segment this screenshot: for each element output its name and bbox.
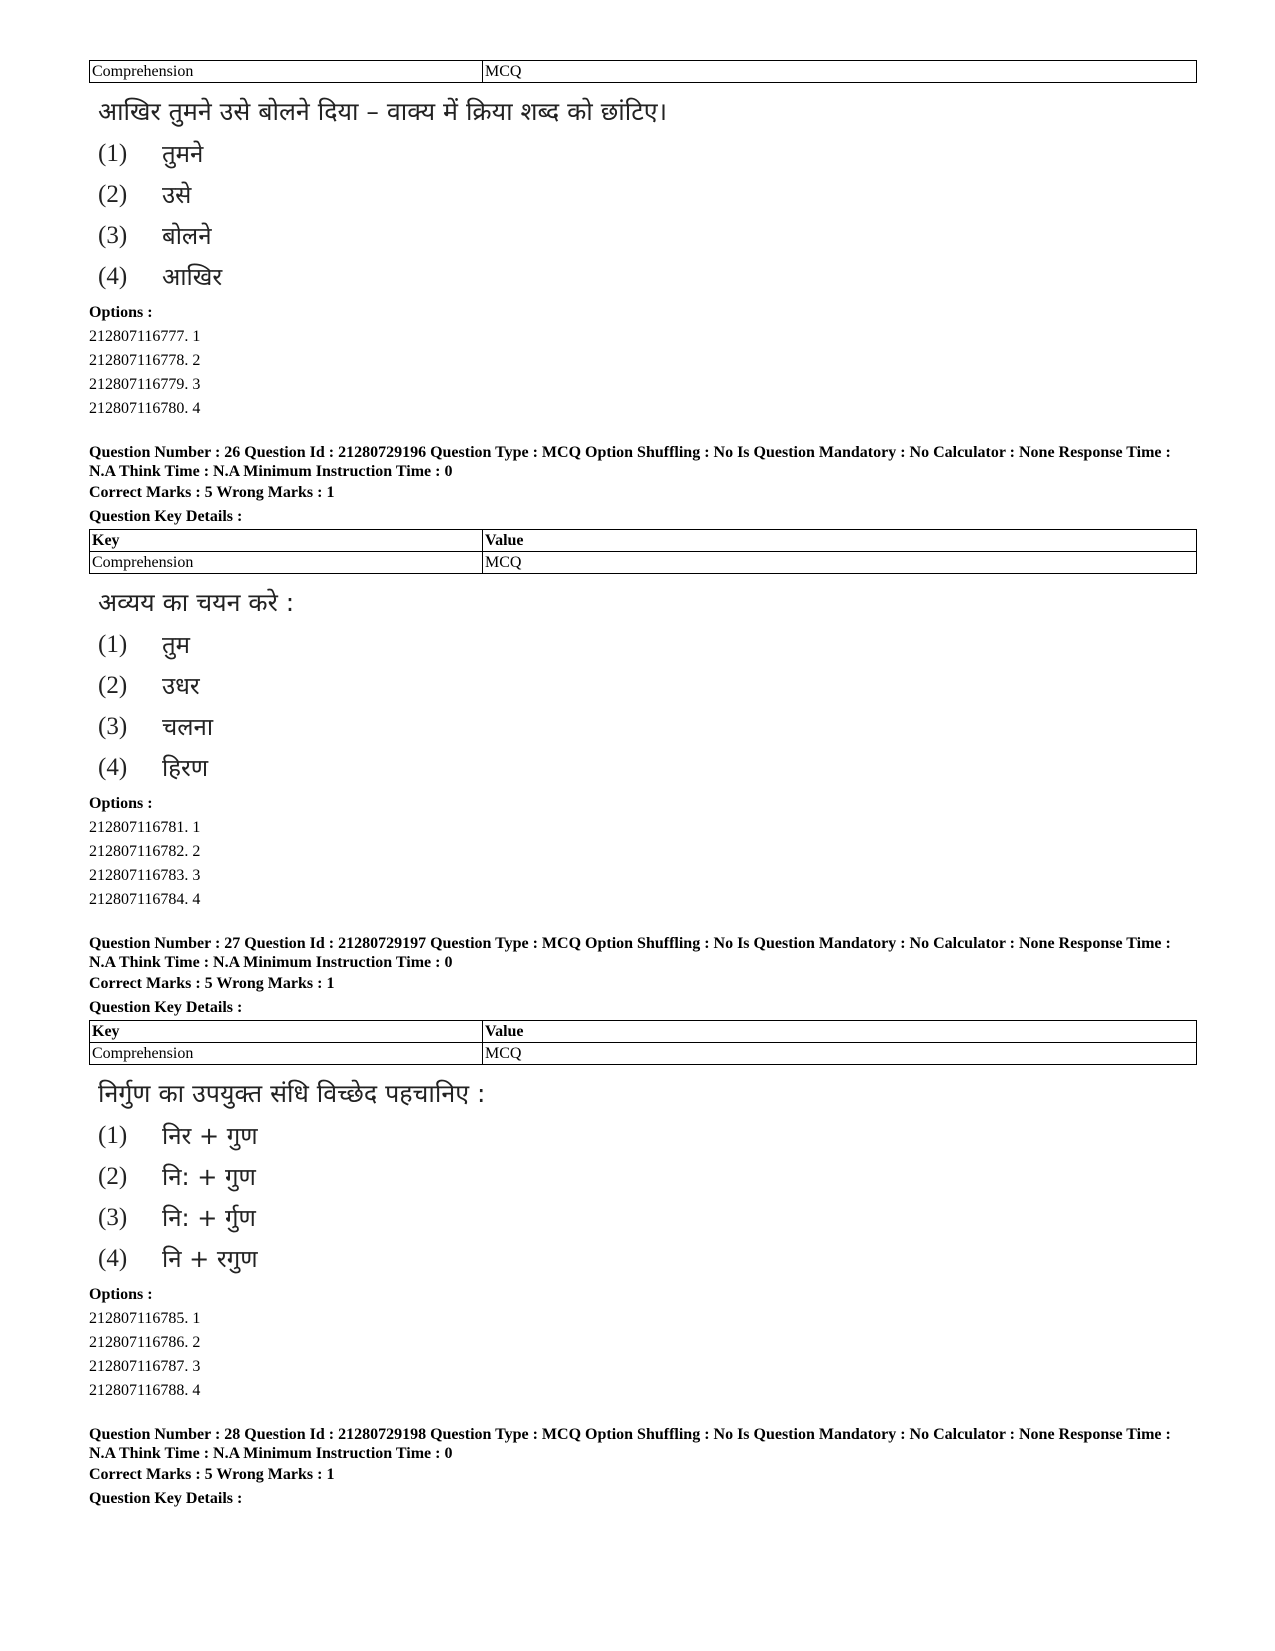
question-key-table: [89, 529, 1197, 574]
key-cell: Comprehension: [90, 1043, 483, 1065]
table-header-row: [90, 530, 1197, 552]
choice-text: उसे: [162, 181, 192, 209]
value-header: Value: [483, 530, 1197, 552]
option-id: 212807116777. 1: [89, 328, 201, 345]
key-header: Key: [90, 530, 483, 552]
key-details-label: Question Key Details :: [89, 1490, 243, 1507]
choice-number: (4): [98, 1244, 128, 1272]
value-header: Value: [483, 1021, 1197, 1043]
question-key-table: [89, 1020, 1197, 1065]
choice-text: आखिर: [162, 263, 223, 291]
option-id: 212807116783. 3: [89, 867, 201, 884]
question-meta: Question Number : 28 Question Id : 21280729198 Question Type : MCQ Option Shuffling : No Is Question Mandatory : No Calculator : None Response Time : N.A Think Time : N.A Minimum Instruction Time : 0: [89, 1426, 1171, 1462]
question-25: [89, 91, 1199, 421]
marks-line: Correct Marks : 5 Wrong Marks : 1: [89, 975, 335, 992]
table-header-row: [90, 1021, 1197, 1043]
choice-number: (2): [98, 671, 128, 699]
option-id: 212807116786. 2: [89, 1334, 201, 1351]
value-cell: MCQ: [483, 552, 1197, 574]
option-id: 212807116778. 2: [89, 352, 201, 369]
question-text: आखिर तुमने उसे बोलने दिया – वाक्य में क्रिया शब्द को छांटिए।: [98, 97, 668, 126]
options-label: Options :: [89, 795, 153, 812]
choice-number: (3): [98, 712, 128, 740]
answer-choice: [89, 1156, 1199, 1197]
option-id: 212807116782. 2: [89, 843, 201, 860]
option-id: 212807116787. 3: [89, 1358, 201, 1375]
option-id: 212807116781. 1: [89, 819, 201, 836]
choice-text: तुम: [162, 631, 191, 659]
answer-choice: [89, 174, 1199, 215]
marks-line: Correct Marks : 5 Wrong Marks : 1: [89, 484, 335, 501]
choice-text: हिरण: [162, 754, 209, 782]
answer-choice: [89, 215, 1199, 256]
answer-choice: [89, 1197, 1199, 1238]
choice-text: तुमने: [162, 140, 204, 168]
table-row: [90, 1043, 1197, 1065]
choice-text: निर + गुण: [162, 1122, 258, 1150]
table-row: [90, 61, 1197, 83]
answer-choices: [89, 133, 1199, 297]
choice-text: नि: + गुण: [162, 1163, 256, 1191]
key-cell: Comprehension: [90, 61, 483, 83]
question-25-key-table: [89, 60, 1197, 83]
key-details-label: Question Key Details :: [89, 508, 243, 525]
answer-choices: [89, 1115, 1199, 1279]
choice-number: (4): [98, 262, 128, 290]
choice-text: चलना: [162, 713, 214, 741]
choice-number: (4): [98, 753, 128, 781]
choice-text: उधर: [162, 672, 200, 700]
answer-choice: [89, 665, 1199, 706]
choice-number: (2): [98, 1162, 128, 1190]
answer-choice: [89, 133, 1199, 174]
answer-choice: [89, 1238, 1199, 1279]
answer-choice: [89, 256, 1199, 297]
question-28: [89, 1425, 1199, 1511]
table-row: [90, 552, 1197, 574]
answer-choice: [89, 747, 1199, 788]
value-cell: MCQ: [483, 61, 1197, 83]
option-id: 212807116779. 3: [89, 376, 201, 393]
choice-text: नि + रगुण: [162, 1245, 258, 1273]
options-label: Options :: [89, 1286, 153, 1303]
question-text: निर्गुण का उपयुक्त संधि विच्छेद पहचानिए :: [98, 1079, 486, 1108]
choice-number: (1): [98, 1121, 128, 1149]
option-id: 212807116780. 4: [89, 400, 201, 417]
question-26: [89, 443, 1199, 912]
choice-number: (1): [98, 139, 128, 167]
question-27: [89, 934, 1199, 1403]
answer-choice: [89, 1115, 1199, 1156]
key-details-label: Question Key Details :: [89, 999, 243, 1016]
options-label: Options :: [89, 304, 153, 321]
option-id: 212807116785. 1: [89, 1310, 201, 1327]
choice-text: नि: + र्गुण: [162, 1204, 256, 1232]
choice-number: (3): [98, 221, 128, 249]
question-meta: Question Number : 26 Question Id : 21280729196 Question Type : MCQ Option Shuffling : No Is Question Mandatory : No Calculator : None Response Time : N.A Think Time : N.A Minimum Instruction Time : 0: [89, 444, 1171, 480]
answer-choice: [89, 706, 1199, 747]
value-cell: MCQ: [483, 1043, 1197, 1065]
choice-number: (3): [98, 1203, 128, 1231]
option-id: 212807116784. 4: [89, 891, 201, 908]
question-paper-page: [89, 60, 1199, 1511]
marks-line: Correct Marks : 5 Wrong Marks : 1: [89, 1466, 335, 1483]
question-text: अव्यय का चयन करे :: [98, 588, 295, 617]
answer-choices: [89, 624, 1199, 788]
choice-number: (2): [98, 180, 128, 208]
choice-text: बोलने: [162, 222, 212, 250]
answer-choice: [89, 624, 1199, 665]
key-header: Key: [90, 1021, 483, 1043]
choice-number: (1): [98, 630, 128, 658]
question-meta: Question Number : 27 Question Id : 21280729197 Question Type : MCQ Option Shuffling : No Is Question Mandatory : No Calculator : None Response Time : N.A Think Time : N.A Minimum Instruction Time : 0: [89, 935, 1171, 971]
key-cell: Comprehension: [90, 552, 483, 574]
option-id: 212807116788. 4: [89, 1382, 201, 1399]
